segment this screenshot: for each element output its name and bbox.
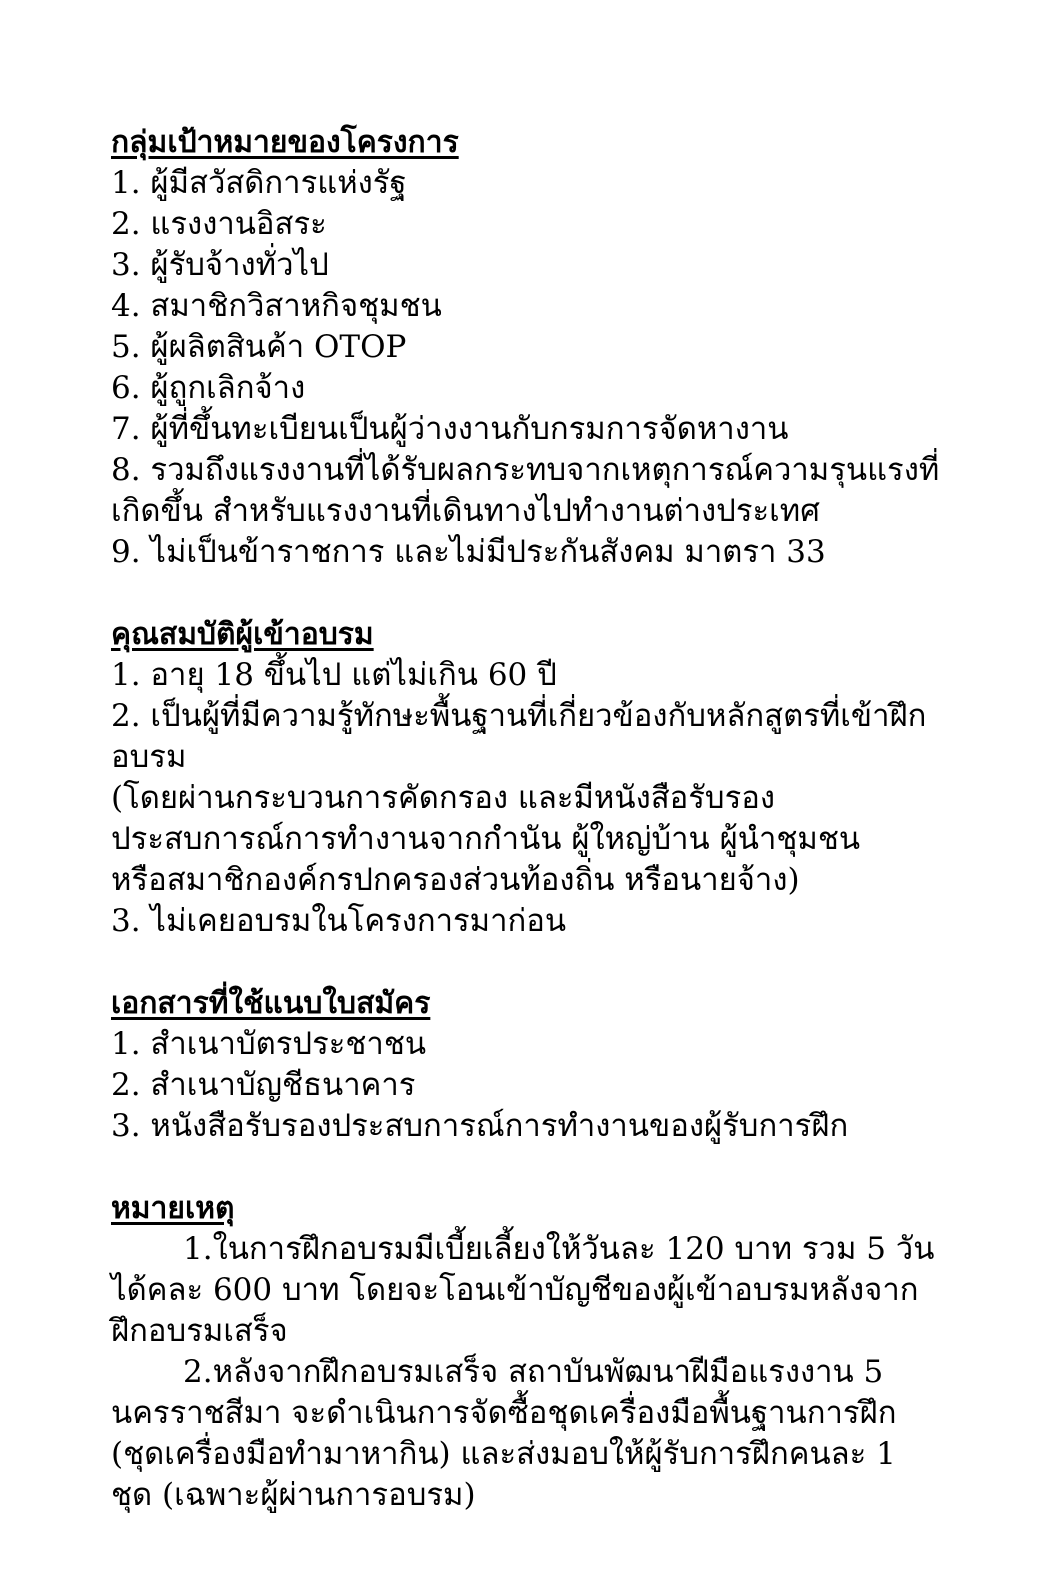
section-spacer [111, 942, 1011, 983]
section-target-groups [111, 122, 1011, 573]
note-item-continuation: ได้คละ 600 บาท โดยจะโอนเข้าบัญชีของผู้เข้าอบรมหลังจาก [111, 1272, 919, 1308]
list-item: 3. ผู้รับจ้างทั่วไป [111, 247, 329, 283]
list-item: 9. ไม่เป็นข้าราชการ และไม่มีประกันสังคม มาตรา 33 [111, 534, 826, 570]
list-item: 5. ผู้ผลิตสินค้า OTOP [111, 329, 407, 365]
list-item: 4. สมาชิกวิสาหกิจชุมชน [111, 288, 442, 324]
list-item: 6. ผู้ถูกเลิกจ้าง [111, 370, 306, 406]
list-item: 1. ผู้มีสวัสดิการแห่งรัฐ [111, 165, 407, 201]
list-item: 3. ไม่เคยอบรมในโครงการมาก่อน [111, 903, 567, 939]
list-item: 2. เป็นผู้ที่มีความรู้ทักษะพื้นฐานที่เกี่ยวข้องกับหลักสูตรที่เข้าฝึก [111, 698, 927, 734]
list-item: 2. สำเนาบัญชีธนาคาร [111, 1067, 416, 1103]
document-page [111, 122, 1011, 1516]
section-heading: หมายเหตุ [111, 1191, 235, 1226]
note-item-continuation: นครราชสีมา จะดำเนินการจัดซื้อชุดเครื่องมือพื้นฐานการฝึก [111, 1395, 897, 1431]
list-item: 1. อายุ 18 ขึ้นไป แต่ไม่เกิน 60 ปี [111, 657, 557, 693]
list-item: 8. รวมถึงแรงงานที่ได้รับผลกระทบจากเหตุการณ์ความรุนแรงที่ [111, 452, 940, 488]
list-item-continuation: อบรม [111, 739, 187, 775]
list-item: 3. หนังสือรับรองประสบการณ์การทำงานของผู้รับการฝึก [111, 1108, 849, 1144]
section-notes [111, 1188, 1011, 1516]
section-heading: คุณสมบัติผู้เข้าอบรม [111, 617, 374, 652]
list-item: 2. แรงงานอิสระ [111, 206, 327, 242]
list-item-continuation: หรือสมาชิกองค์กรปกครองส่วนท้องถิ่น หรือนายจ้าง) [111, 862, 800, 898]
note-item-first-line: 1.ในการฝึกอบรมมีเบี้ยเลี้ยงให้วันละ 120 บาท รวม 5 วัน [183, 1231, 935, 1267]
note-item-continuation: ฝึกอบรมเสร็จ [111, 1313, 288, 1349]
section-heading: เอกสารที่ใช้แนบใบสมัคร [111, 986, 431, 1021]
section-spacer [111, 1147, 1011, 1188]
list-item-continuation: (โดยผ่านกระบวนการคัดกรอง และมีหนังสือรับรอง [111, 780, 775, 816]
list-item-continuation: เกิดขึ้น สำหรับแรงงานที่เดินทางไปทำงานต่างประเทศ [111, 493, 820, 529]
section-documents [111, 983, 1011, 1147]
section-heading: กลุ่มเป้าหมายของโครงการ [111, 125, 459, 160]
list-item-continuation: ประสบการณ์การทำงานจากกำนัน ผู้ใหญ่บ้าน ผู้นำชุมชน [111, 821, 861, 857]
note-item-first-line: 2.หลังจากฝึกอบรมเสร็จ สถาบันพัฒนาฝีมือแรงงาน 5 [183, 1354, 884, 1390]
note-item-continuation: ชุด (เฉพาะผู้ผ่านการอบรม) [111, 1477, 476, 1513]
list-item: 1. สำเนาบัตรประชาชน [111, 1026, 427, 1062]
section-qualifications [111, 614, 1011, 942]
list-item: 7. ผู้ที่ขึ้นทะเบียนเป็นผู้ว่างงานกับกรมการจัดหางาน [111, 411, 789, 447]
section-spacer [111, 573, 1011, 614]
note-item-continuation: (ชุดเครื่องมือทำมาหากิน) และส่งมอบให้ผู้รับการฝึกคนละ 1 [111, 1436, 896, 1472]
